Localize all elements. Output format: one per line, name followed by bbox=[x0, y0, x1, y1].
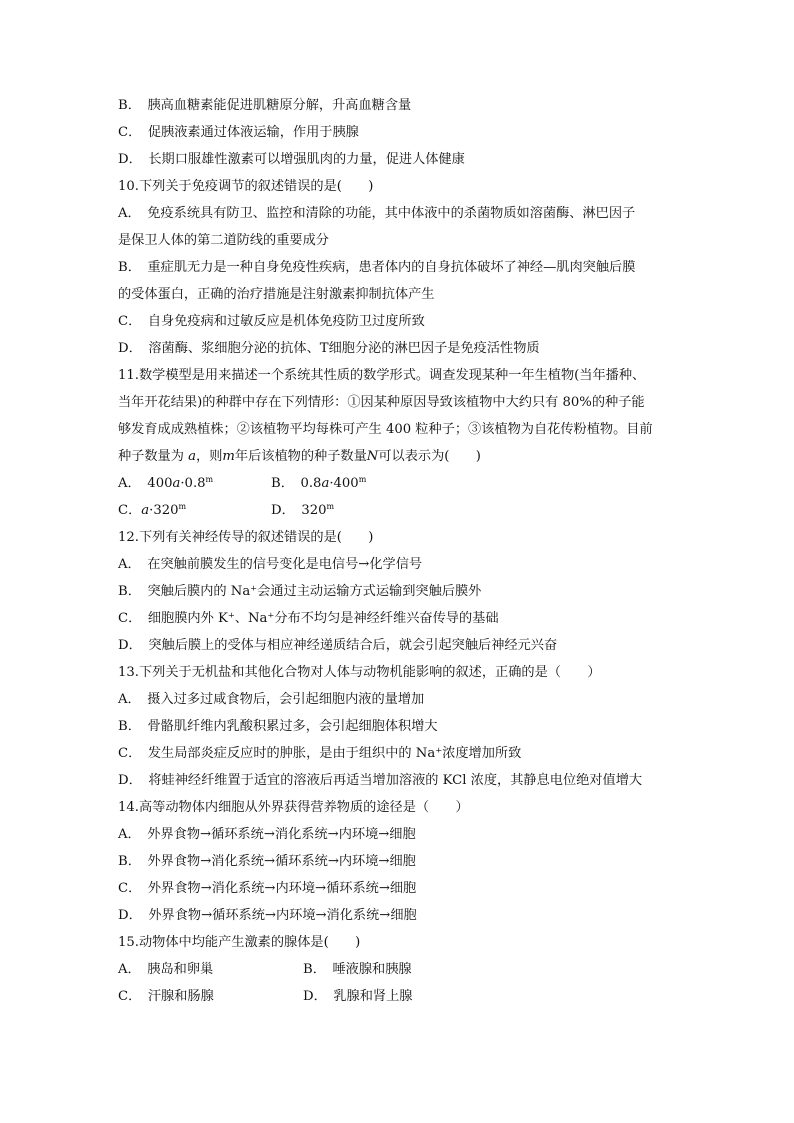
q9-option-c: C． 促胰液素通过体液运输，作用于胰腺 bbox=[118, 125, 359, 140]
q14-option-b: B． 外界食物→消化系统→循环系统→内环境→细胞 bbox=[118, 854, 416, 869]
q15-stem: 15.动物体中均能产生激素的腺体是( ) bbox=[118, 935, 361, 950]
q10-option-a-line2: 是保卫人体的第二道防线的重要成分 bbox=[118, 233, 329, 248]
q11-options-ab bbox=[118, 470, 678, 497]
q14-stem: 14.高等动物体内细胞从外界获得营养物质的途径是（ ） bbox=[118, 800, 469, 815]
q11-option-a: A． $400a\cdot 0.8^m$ bbox=[118, 475, 214, 491]
q11-stem-line2: 当年开花结果)的种群中存在下列情形：①因某种原因导致该植物中大约只有 80%的种子能 bbox=[118, 395, 645, 410]
q12-option-c: C． 细胞膜内外 K⁺、Na⁺分布不均匀是神经纤维兴奋传导的基础 bbox=[118, 611, 499, 626]
q15-option-c: C． 汗腺和肠腺 bbox=[118, 989, 214, 1004]
q13-stem: 13.下列关于无机盐和其他化合物对人体与动物机能影响的叙述，正确的是（ ） bbox=[118, 665, 601, 680]
q11-option-b: B． $0.8a\cdot 400^m$ bbox=[271, 475, 367, 491]
q14-option-d: D． 外界食物→循环系统→内环境→消化系统→细胞 bbox=[118, 908, 417, 923]
q15-option-b: B． 唾液腺和胰腺 bbox=[303, 962, 412, 977]
q13-option-d: D． 将蛙神经纤维置于适宜的溶液后再适当增加溶液的 KCl 浓度，其静息电位绝对值增大 bbox=[118, 773, 643, 788]
q10-stem: 10.下列关于免疫调节的叙述错误的是( ) bbox=[118, 179, 374, 194]
q14-option-a: A． 外界食物→循环系统→消化系统→内环境→细胞 bbox=[118, 827, 416, 842]
q15-options-cd bbox=[118, 983, 678, 1010]
q11-options-cd bbox=[118, 497, 678, 524]
q13-option-a: A． 摄入过多过咸食物后，会引起细胞内液的量增加 bbox=[118, 692, 425, 707]
q11-option-c: C．$a\cdot 320^m$ bbox=[118, 502, 187, 518]
q10-option-b-line2: 的受体蛋白，正确的治疗措施是注射激素抑制抗体产生 bbox=[118, 287, 435, 302]
q14-option-c: C． 外界食物→消化系统→内环境→循环系统→细胞 bbox=[118, 881, 417, 896]
q12-option-a: A． 在突触前膜发生的信号变化是电信号→化学信号 bbox=[118, 557, 423, 572]
q12-option-b: B． 突触后膜内的 Na⁺会通过主动运输方式运输到突触后膜外 bbox=[118, 584, 482, 599]
q9-option-b: B． 胰高血糖素能促进肌糖原分解，升高血糖含量 bbox=[118, 98, 412, 113]
q10-option-a-line1: A． 免疫系统具有防卫、监控和清除的功能，其中体液中的杀菌物质如溶菌酶、淋巴因子 bbox=[118, 206, 636, 221]
q13-option-b: B． 骨骼肌纤维内乳酸积累过多，会引起细胞体积增大 bbox=[118, 719, 438, 734]
q9-option-d: D． 长期口服雄性激素可以增强肌肉的力量，促进人体健康 bbox=[118, 152, 465, 167]
q11-stem-line1: 11.数学模型是用来描述一个系统其性质的数学形式。调查发现某种一年生植物(当年播种、 bbox=[118, 368, 646, 383]
q15-options-ab bbox=[118, 956, 678, 983]
q12-option-d: D． 突触后膜上的受体与相应神经递质结合后，就会引起突触后神经元兴奋 bbox=[118, 638, 558, 653]
q10-option-b-line1: B． 重症肌无力是一种自身免疫性疾病，患者体内的自身抗体破坏了神经—肌肉突触后膜 bbox=[118, 260, 636, 275]
q15-option-a: A． 胰岛和卵巢 bbox=[118, 962, 214, 977]
q13-option-c: C． 发生局部炎症反应时的肿胀，是由于组织中的 Na⁺浓度增加所致 bbox=[118, 746, 522, 761]
q12-stem: 12.下列有关神经传导的叙述错误的是( ) bbox=[118, 530, 374, 545]
q10-option-c: C． 自身免疫病和过敏反应是机体免疫防卫过度所致 bbox=[118, 314, 425, 329]
q15-option-d: D． 乳腺和肾上腺 bbox=[303, 989, 413, 1004]
q11-option-d: D． 320$^m$ bbox=[271, 502, 335, 518]
exam-page bbox=[118, 92, 678, 1010]
q11-stem-line3: 够发育成成熟植株；②该植物平均每株可产生 400 粒种子；③该植物为自花传粉植物。目前 bbox=[118, 422, 653, 437]
q10-option-d: D． 溶菌酶、浆细胞分泌的抗体、T细胞分泌的淋巴因子是免疫活性物质 bbox=[118, 341, 540, 356]
q11-stem-line4: 种子数量为 a，则m年后该植物的种子数量N可以表示为( ) bbox=[118, 449, 481, 464]
